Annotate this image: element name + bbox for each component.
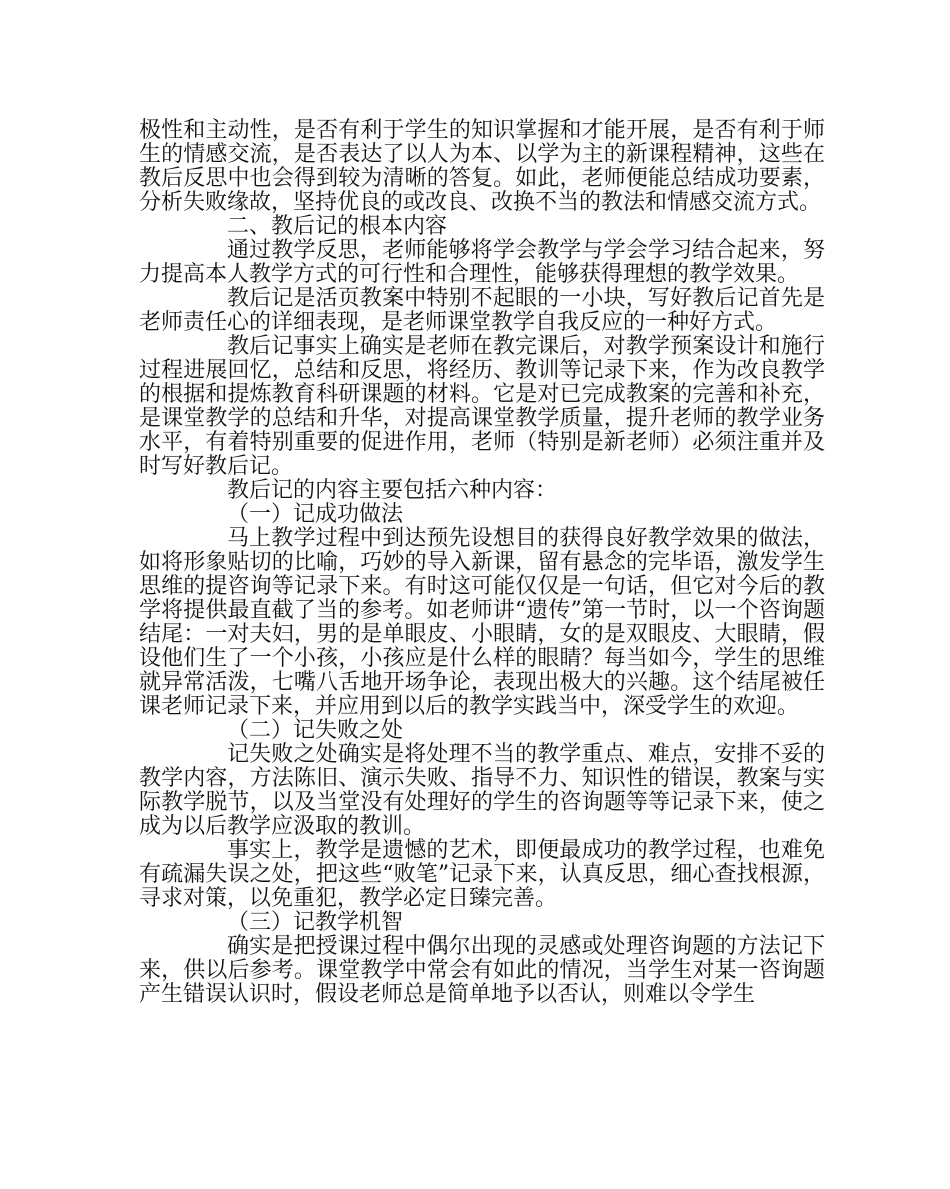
paragraph-art-of-regret: 事实上，教学是遗憾的艺术，即便最成功的教学过程，也难免有疏漏失误之处，把这些“败笔”记录下来，认真反思，细心查找根源，寻求对策，以免重犯，教学必定日臻完善。 (139, 838, 825, 911)
subheading-record-success: （一）记成功做法 (227, 502, 404, 527)
paragraph-teaching-notes-role: 教后记事实上确实是老师在教完课后，对教学预案设计和施行过程进展回忆，总结和反思，将经历、教训等记录下来，作为改良教学的根据和提炼教育科研课题的材料。它是对已完成教案的完善和补充，是课堂教学的总结和升华，对提高课堂教学质量，提升老师的教学业务水平，有着特别重要的促进作用，老师（特别是新老师）必须注重并及时写好教后记。 (139, 334, 825, 479)
subheading-record-failure: （二）记失败之处 (227, 718, 404, 743)
paragraph-record-success: 马上教学过程中到达预先设想目的获得良好教学效果的做法，如将形象贴切的比喻，巧妙的导入新课，留有悬念的完毕语，激发学生思维的提咨询等记录下来。有时这可能仅仅是一句话，但它对今后的教学将提供最直截了当的参考。如老师讲“遗传”第一节时，以一个咨询题结尾：一对夫妇，男的是单眼皮、小眼睛，女的是双眼皮、大眼睛，假设他们生了一个小孩，小孩应是什么样的眼睛？每当如今，学生的思维就异常活泼，七嘴八舌地开场争论，表现出极大的兴趣。这个结尾被任课老师记录下来，并应用到以后的教学实践当中，深受学生的欢迎。 (139, 526, 825, 719)
paragraph-six-contents: 教后记的内容主要包括六种内容： (227, 478, 558, 503)
paragraph-reflection: 通过教学反思，老师能够将学会教学与学会学习结合起来，努力提高本人教学方式的可行性和合理性，能够获得理想的教学效果。 (139, 238, 825, 287)
paragraph-teaching-notes-definition: 教后记是活页教案中特别不起眼的一小块，写好教后记首先是老师责任心的详细表现，是老师课堂教学自我反应的一种好方式。 (139, 286, 825, 335)
subheading-teaching-wit: （三）记教学机智 (227, 910, 404, 935)
document-body (139, 119, 825, 1007)
paragraph-record-failure: 记失败之处确实是将处理不当的教学重点、难点，安排不妥的教学内容，方法陈旧、演示失败、指导不力、知识性的错误，教案与实际教学脱节，以及当堂没有处理好的学生的咨询题等等记录下来，使之成为以后教学应汲取的教训。 (139, 742, 825, 839)
section-heading-basic-content: 二、教后记的根本内容 (227, 214, 448, 239)
paragraph-intro-continuation: 极性和主动性，是否有利于学生的知识掌握和才能开展，是否有利于师生的情感交流，是否表达了以人为本、以学为主的新课程精神，这些在教后反思中也会得到较为清晰的答复。如此，老师便能总结成功要素，分析失败缘故，坚持优良的或改良、改换不当的教法和情感交流方式。 (139, 118, 825, 215)
paragraph-teaching-wit: 确实是把授课过程中偶尔出现的灵感或处理咨询题的方法记下来，供以后参考。课堂教学中常会有如此的情况，当学生对某一咨询题产生错误认识时，假设老师总是简单地予以否认，则难以令学生 (139, 934, 825, 1007)
